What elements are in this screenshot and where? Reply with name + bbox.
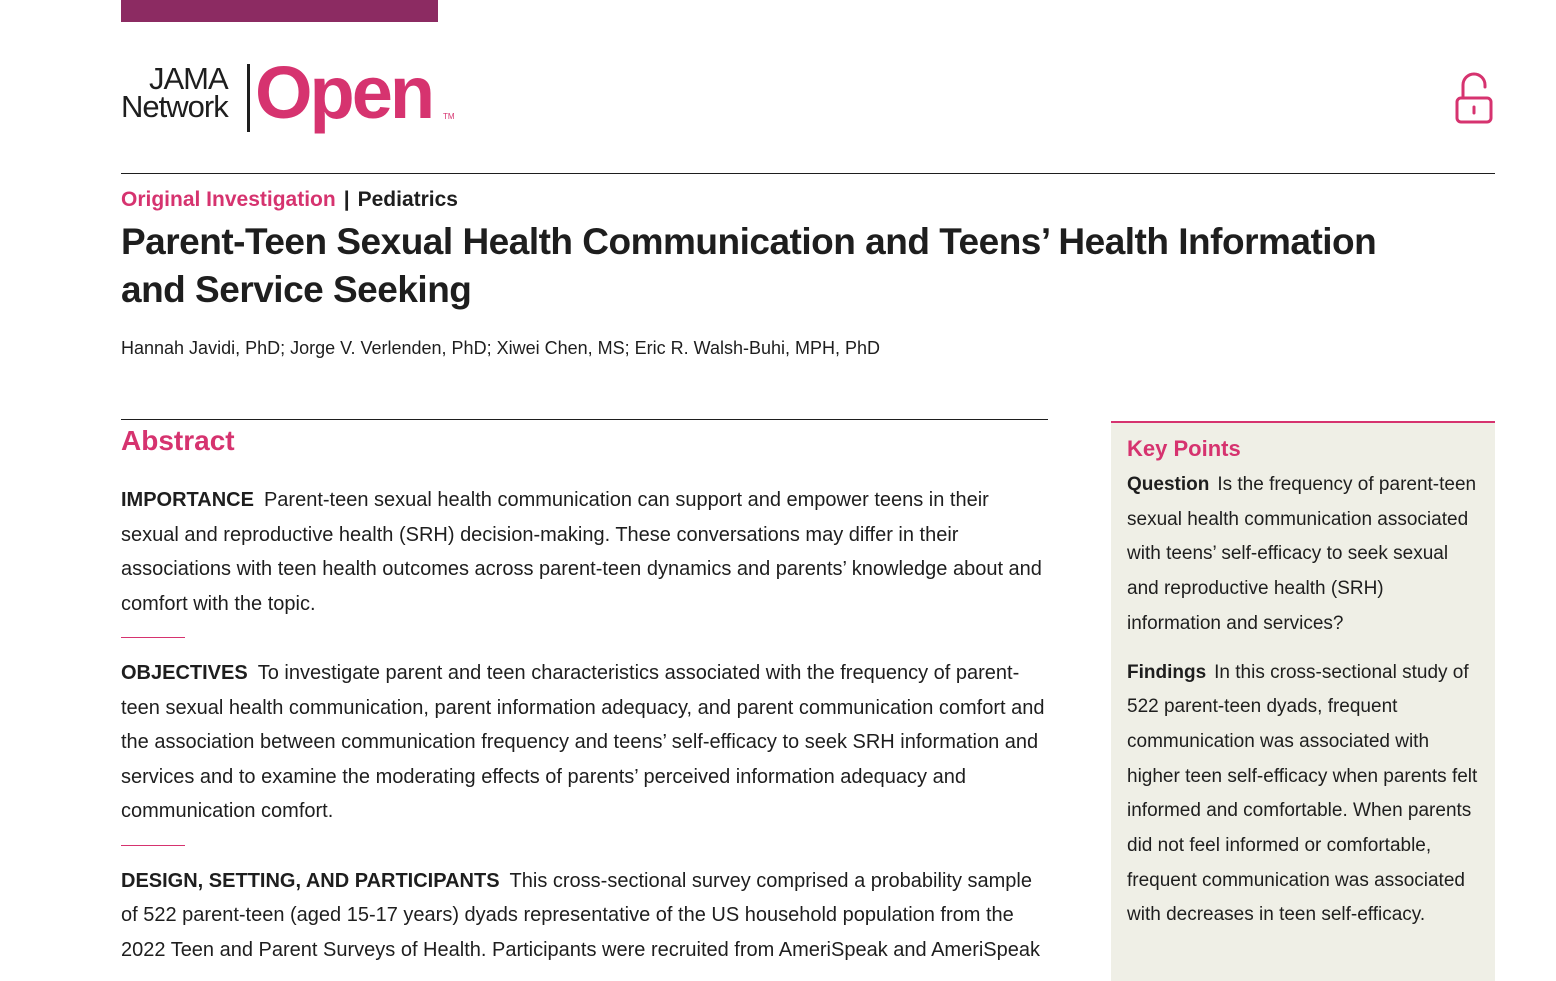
abstract-heading: Abstract [121,425,235,456]
key-point-label: Findings [1127,661,1207,683]
abstract-section-importance [121,483,1051,621]
article-category-line [121,186,458,214]
key-point-label: Question [1127,474,1210,495]
section-divider [121,845,185,846]
section-text: To investigate parent and teen characteristics associated with the frequency of parent-teen sexual health communication, parent information adequacy, and parent communication comfort and the association between communication frequency and teens’ self-efficacy to seek SRH information and services and to examine the moderating effects of parents’ perceived information adequacy and communication comfort. [121,662,1045,822]
open-access-lock-icon [1452,68,1496,128]
key-point-text: Is the frequency of parent-teen sexual health communication associated with teens’ self-efficacy to seek sexual and reproductive health (SRH) information and services? [1127,474,1477,634]
key-point-text: In this cross-sectional study of 522 parent-teen dyads, frequent communication was associated with higher teen self-efficacy when parents felt informed and comfortable. When parents did not feel informed or comfortable, frequent communication was associated with decreases in teen self-efficacy. [1127,661,1478,926]
category-separator: | [343,188,350,211]
article-title: Parent-Teen Sexual Health Communication and Teens’ Health Information and Service Seeking [121,221,1377,310]
article-type: Original Investigation [121,188,336,211]
abstract-section-objectives [121,656,1051,829]
section-label: IMPORTANCE [121,489,254,511]
key-point-question [1127,468,1479,642]
key-points-box [1111,421,1495,981]
key-points-heading: Key Points [1127,436,1241,461]
section-label: DESIGN, SETTING, AND PARTICIPANTS [121,869,500,892]
journal-color-bar [121,0,438,22]
key-point-spacer [1127,642,1479,656]
section-label: OBJECTIVES [121,662,248,684]
jama-network-open-logo[interactable] [121,51,461,134]
logo-network-text: Network [121,89,228,124]
logo-jama-text: JAMA [149,61,228,96]
section-divider [121,637,185,638]
abstract-body [121,483,1051,967]
logo-open-text: Open [255,51,433,134]
author-list: Hannah Javidi, PhD; Jorge V. Verlenden, PhD; Xiwei Chen, MS; Eric R. Walsh-Buhi, MPH, PhD [121,338,880,358]
logo-trademark: TM [443,112,455,121]
logo-divider [247,64,250,132]
article-category: Pediatrics [357,188,458,211]
header-rule [121,173,1495,174]
abstract-section-design [121,864,1051,968]
section-text: Parent-teen sexual health communication can support and empower teens in their sexual and reproductive health (SRH) decision-making. These conversations may differ in their associations with teen health outcomes across parent-teen dynamics and parents’ knowledge about and comfort with the topic. [121,489,1042,615]
abstract-rule [121,419,1048,420]
key-point-findings [1127,656,1479,934]
section-text: This cross-sectional survey comprised a probability sample of 522 parent-teen (aged 15-17 years) dyads representative of the US household population from the 2022 Teen and Parent Surveys of Health. Participants were recruited from AmeriSpeak and AmeriSpeak [121,869,1041,961]
